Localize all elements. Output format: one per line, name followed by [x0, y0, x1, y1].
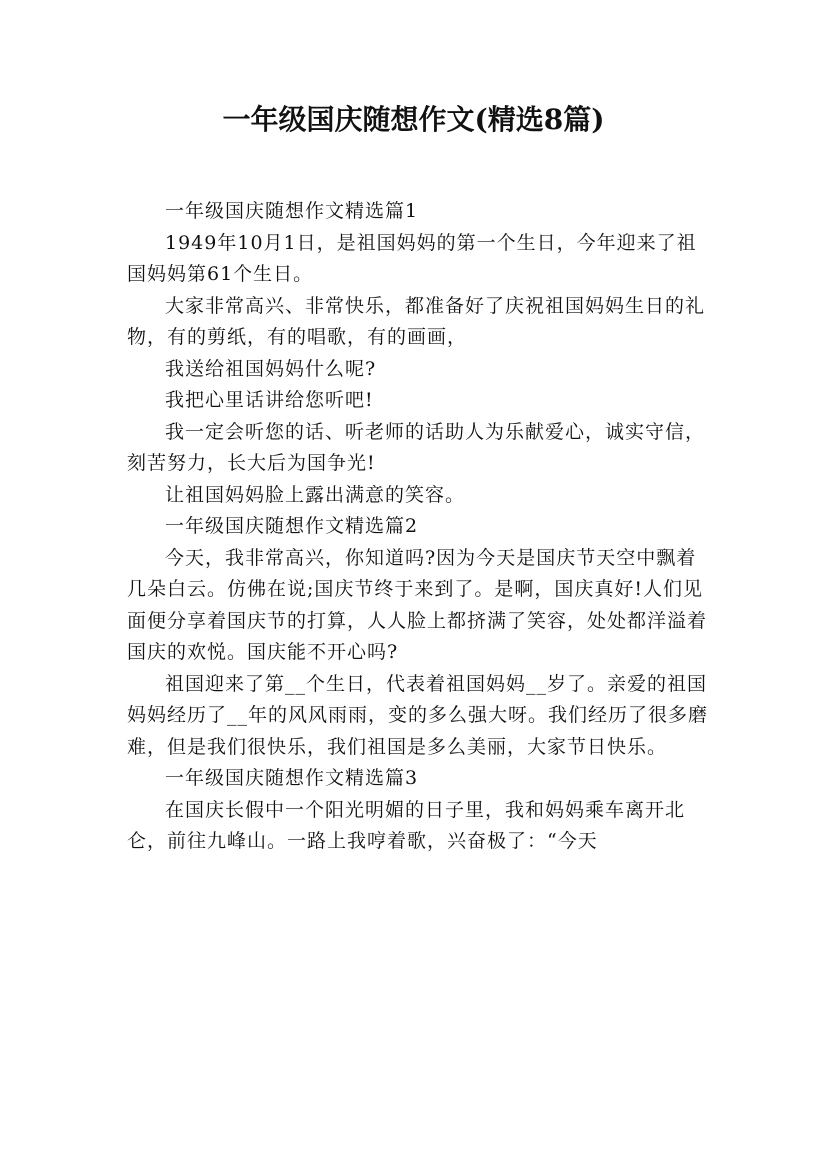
section-heading-2: 一年级国庆随想作文精选篇2 — [165, 515, 419, 537]
section-heading-3: 一年级国庆随想作文精选篇3 — [165, 767, 419, 789]
section-heading-1: 一年级国庆随想作文精选篇1 — [165, 200, 419, 222]
document-title: 一年级国庆随想作文(精选8篇) — [222, 103, 605, 136]
paragraph: 我一定会听您的话、听老师的话助人为乐献爱心，诚实守信，刻苦努力，长大后为国争光! — [127, 420, 706, 474]
paragraph: 1949年10月1日，是祖国妈妈的第一个生日，今年迎来了祖国妈妈第61个生日。 — [127, 231, 697, 285]
document-body — [127, 196, 711, 858]
paragraph: 让祖国妈妈脸上露出满意的笑容。 — [165, 483, 466, 506]
paragraph: 我送给祖国妈妈什么呢? — [165, 357, 377, 380]
paragraph: 在国庆长假中一个阳光明媚的日子里，我和妈妈乘车离开北仑，前往九峰山。一路上我哼着歌，兴奋极了：“今天 — [127, 798, 686, 852]
paragraph: 祖国迎来了第__个生日，代表着祖国妈妈__岁了。亲爱的祖国妈妈经历了__年的风风雨雨，变的多么强大呀。我们经历了很多磨难，但是我们很快乐，我们祖国是多么美丽，大家节日快乐。 — [127, 672, 709, 758]
paragraph: 我把心里话讲给您听吧! — [165, 389, 374, 411]
paragraph: 今天，我非常高兴，你知道吗?因为今天是国庆节天空中飘着几朵白云。仿佛在说;国庆节终于来到了。是啊，国庆真好!人们见面便分享着国庆节的打算，人人脸上都挤满了笑容，处处都洋溢着国庆的欢悦。国庆能不开心吗? — [127, 546, 708, 663]
paragraph: 大家非常高兴、非常快乐，都准备好了庆祝祖国妈妈生日的礼物，有的剪纸，有的唱歌，有的画画， — [127, 294, 706, 348]
